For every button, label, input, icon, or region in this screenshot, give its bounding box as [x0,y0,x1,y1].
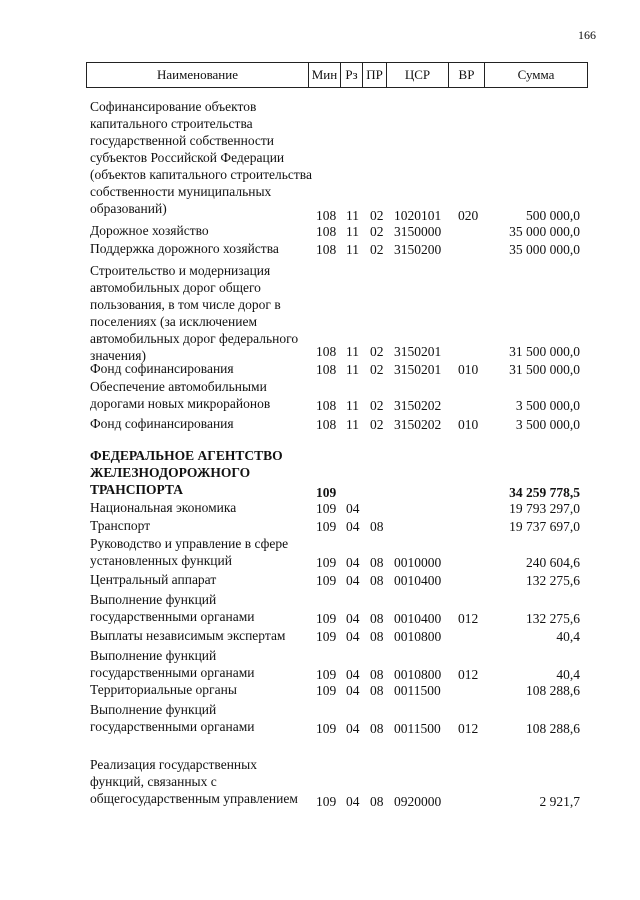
cell-csr: 3150202 [394,398,442,413]
cell-name: Выполнение функций государственными органами [90,648,255,680]
cell-csr: 3150201 [394,362,442,377]
cell-min: 109 [316,555,337,570]
cell-sum: 19 737 697,0 [509,519,580,534]
cell-name: Строительство и модернизация автомобильных дорог общего пользования, в том числе дорог в поселениях (за исключением автомобильных дорог федерального значения) [90,263,299,363]
cell-rz: 04 [346,555,360,570]
cell-pr: 08 [370,629,384,644]
table-row [0,701,640,737]
cell-sum: 40,4 [556,667,580,682]
cell-pr: 02 [370,417,384,432]
table-row [0,98,640,224]
cell-name: Фонд софинансирования [90,361,234,376]
cell-rz: 11 [346,362,359,377]
table-row [0,360,640,378]
cell-vr: 012 [458,721,479,736]
header-name: Наименование [87,63,309,87]
cell-sum: 31 500 000,0 [509,344,580,359]
cell-min: 109 [316,629,337,644]
cell-pr: 08 [370,794,384,809]
cell-sum: 3 500 000,0 [515,417,580,432]
table-row [0,447,640,501]
cell-sum: 34 259 778,5 [509,485,580,500]
cell-min: 109 [316,721,337,736]
table-row [0,517,640,535]
cell-pr: 08 [370,683,384,698]
table-row [0,240,640,258]
cell-sum: 132 275,6 [526,611,580,626]
cell-name: Центральный аппарат [90,572,217,587]
cell-csr: 0011500 [394,721,441,736]
cell-pr: 08 [370,667,384,682]
cell-sum: 40,4 [556,629,580,644]
cell-name: Выполнение функций государственными органами [90,702,255,734]
cell-name: Обеспечение автомобильными дорогами новых микрорайонов [90,379,271,411]
cell-rz: 04 [346,794,360,809]
cell-rz: 04 [346,629,360,644]
cell-pr: 02 [370,224,384,239]
cell-sum: 35 000 000,0 [509,242,580,257]
cell-min: 108 [316,242,337,257]
cell-name: Территориальные органы [90,682,237,697]
table-row [0,415,640,433]
cell-name: Транспорт [90,518,151,533]
cell-csr: 0010000 [394,555,442,570]
cell-sum: 19 793 297,0 [509,501,580,516]
cell-min: 109 [316,667,337,682]
cell-vr: 010 [458,362,479,377]
cell-min: 109 [316,611,337,626]
table-row [0,222,640,240]
page-number: 166 [578,28,596,42]
cell-sum: 31 500 000,0 [509,362,580,377]
cell-vr: 010 [458,417,479,432]
cell-rz: 11 [346,208,359,223]
cell-pr: 08 [370,555,384,570]
cell-pr: 02 [370,398,384,413]
cell-min: 108 [316,344,337,359]
cell-pr: 08 [370,721,384,736]
table-row [0,535,640,571]
cell-min: 108 [316,208,337,223]
cell-sum: 240 604,6 [526,555,580,570]
cell-rz: 11 [346,344,359,359]
cell-csr: 3150202 [394,417,442,432]
cell-min: 109 [316,794,337,809]
cell-rz: 11 [346,417,359,432]
cell-vr: 012 [458,667,479,682]
cell-name: Национальная экономика [90,500,237,515]
cell-csr: 0920000 [394,794,442,809]
cell-min: 108 [316,417,337,432]
header-vr: ВР [449,63,485,87]
cell-sum: 500 000,0 [526,208,580,223]
cell-min: 108 [316,398,337,413]
cell-name: Реализация государственных функций, связанных с общегосударственным управлением [90,757,298,806]
cell-name: Дорожное хозяйство [90,223,209,238]
cell-rz: 04 [346,501,360,516]
cell-name: Руководство и управление в сфере установленных функций [90,536,289,568]
cell-vr: 020 [458,208,479,223]
cell-sum: 2 921,7 [539,794,580,809]
cell-csr: 3150200 [394,242,442,257]
cell-name: Софинансирование объектов капитального строительства государственной собственности субъектов Российской Федерации (объектов капитального строительства собственности муниципальных образований) [90,99,312,216]
header-csr: ЦСР [387,63,449,87]
cell-name: Выплаты независимым экспертам [90,628,286,643]
cell-pr: 02 [370,208,384,223]
cell-rz: 04 [346,611,360,626]
cell-rz: 11 [346,398,359,413]
cell-min: 108 [316,224,337,239]
cell-rz: 04 [346,683,360,698]
cell-csr: 0010800 [394,629,442,644]
cell-pr: 08 [370,611,384,626]
cell-csr: 0010400 [394,573,442,588]
cell-name: Выполнение функций государственными органами [90,592,255,624]
cell-min: 109 [316,485,337,500]
cell-csr: 1020101 [394,208,442,223]
table-row [0,262,640,363]
cell-rz: 04 [346,721,360,736]
cell-min: 109 [316,573,337,588]
cell-min: 109 [316,683,337,698]
table-row [0,756,640,810]
cell-csr: 3150000 [394,224,442,239]
cell-csr: 0010800 [394,667,442,682]
table-row [0,571,640,589]
cell-csr: 0010400 [394,611,442,626]
header-pr: ПР [363,63,387,87]
cell-name: Поддержка дорожного хозяйства [90,241,279,256]
cell-sum: 108 288,6 [526,721,580,736]
cell-sum: 35 000 000,0 [509,224,580,239]
cell-pr: 02 [370,362,384,377]
cell-rz: 04 [346,667,360,682]
table-row [0,627,640,645]
table-row [0,647,640,683]
cell-sum: 132 275,6 [526,573,580,588]
cell-rz: 11 [346,242,359,257]
header-min: Мин [309,63,341,87]
cell-rz: 11 [346,224,359,239]
table-row [0,499,640,517]
cell-min: 109 [316,519,337,534]
cell-pr: 02 [370,242,384,257]
cell-vr: 012 [458,611,479,626]
table-row [0,681,640,699]
cell-rz: 04 [346,519,360,534]
table-header [86,62,588,88]
cell-pr: 08 [370,519,384,534]
cell-sum: 3 500 000,0 [515,398,580,413]
header-sum: Сумма [517,67,555,82]
cell-pr: 08 [370,573,384,588]
cell-pr: 02 [370,344,384,359]
cell-min: 109 [316,501,337,516]
cell-sum: 108 288,6 [526,683,580,698]
cell-min: 108 [316,362,337,377]
cell-name: ФЕДЕРАЛЬНОЕ АГЕНТСТВО ЖЕЛЕЗНОДОРОЖНОГО ТРАНСПОРТА [90,448,283,497]
cell-csr: 3150201 [394,344,442,359]
cell-rz: 04 [346,573,360,588]
header-rz: Рз [341,63,363,87]
table-row [0,378,640,414]
cell-csr: 0011500 [394,683,441,698]
cell-name: Фонд софинансирования [90,416,234,431]
table-row [0,591,640,627]
